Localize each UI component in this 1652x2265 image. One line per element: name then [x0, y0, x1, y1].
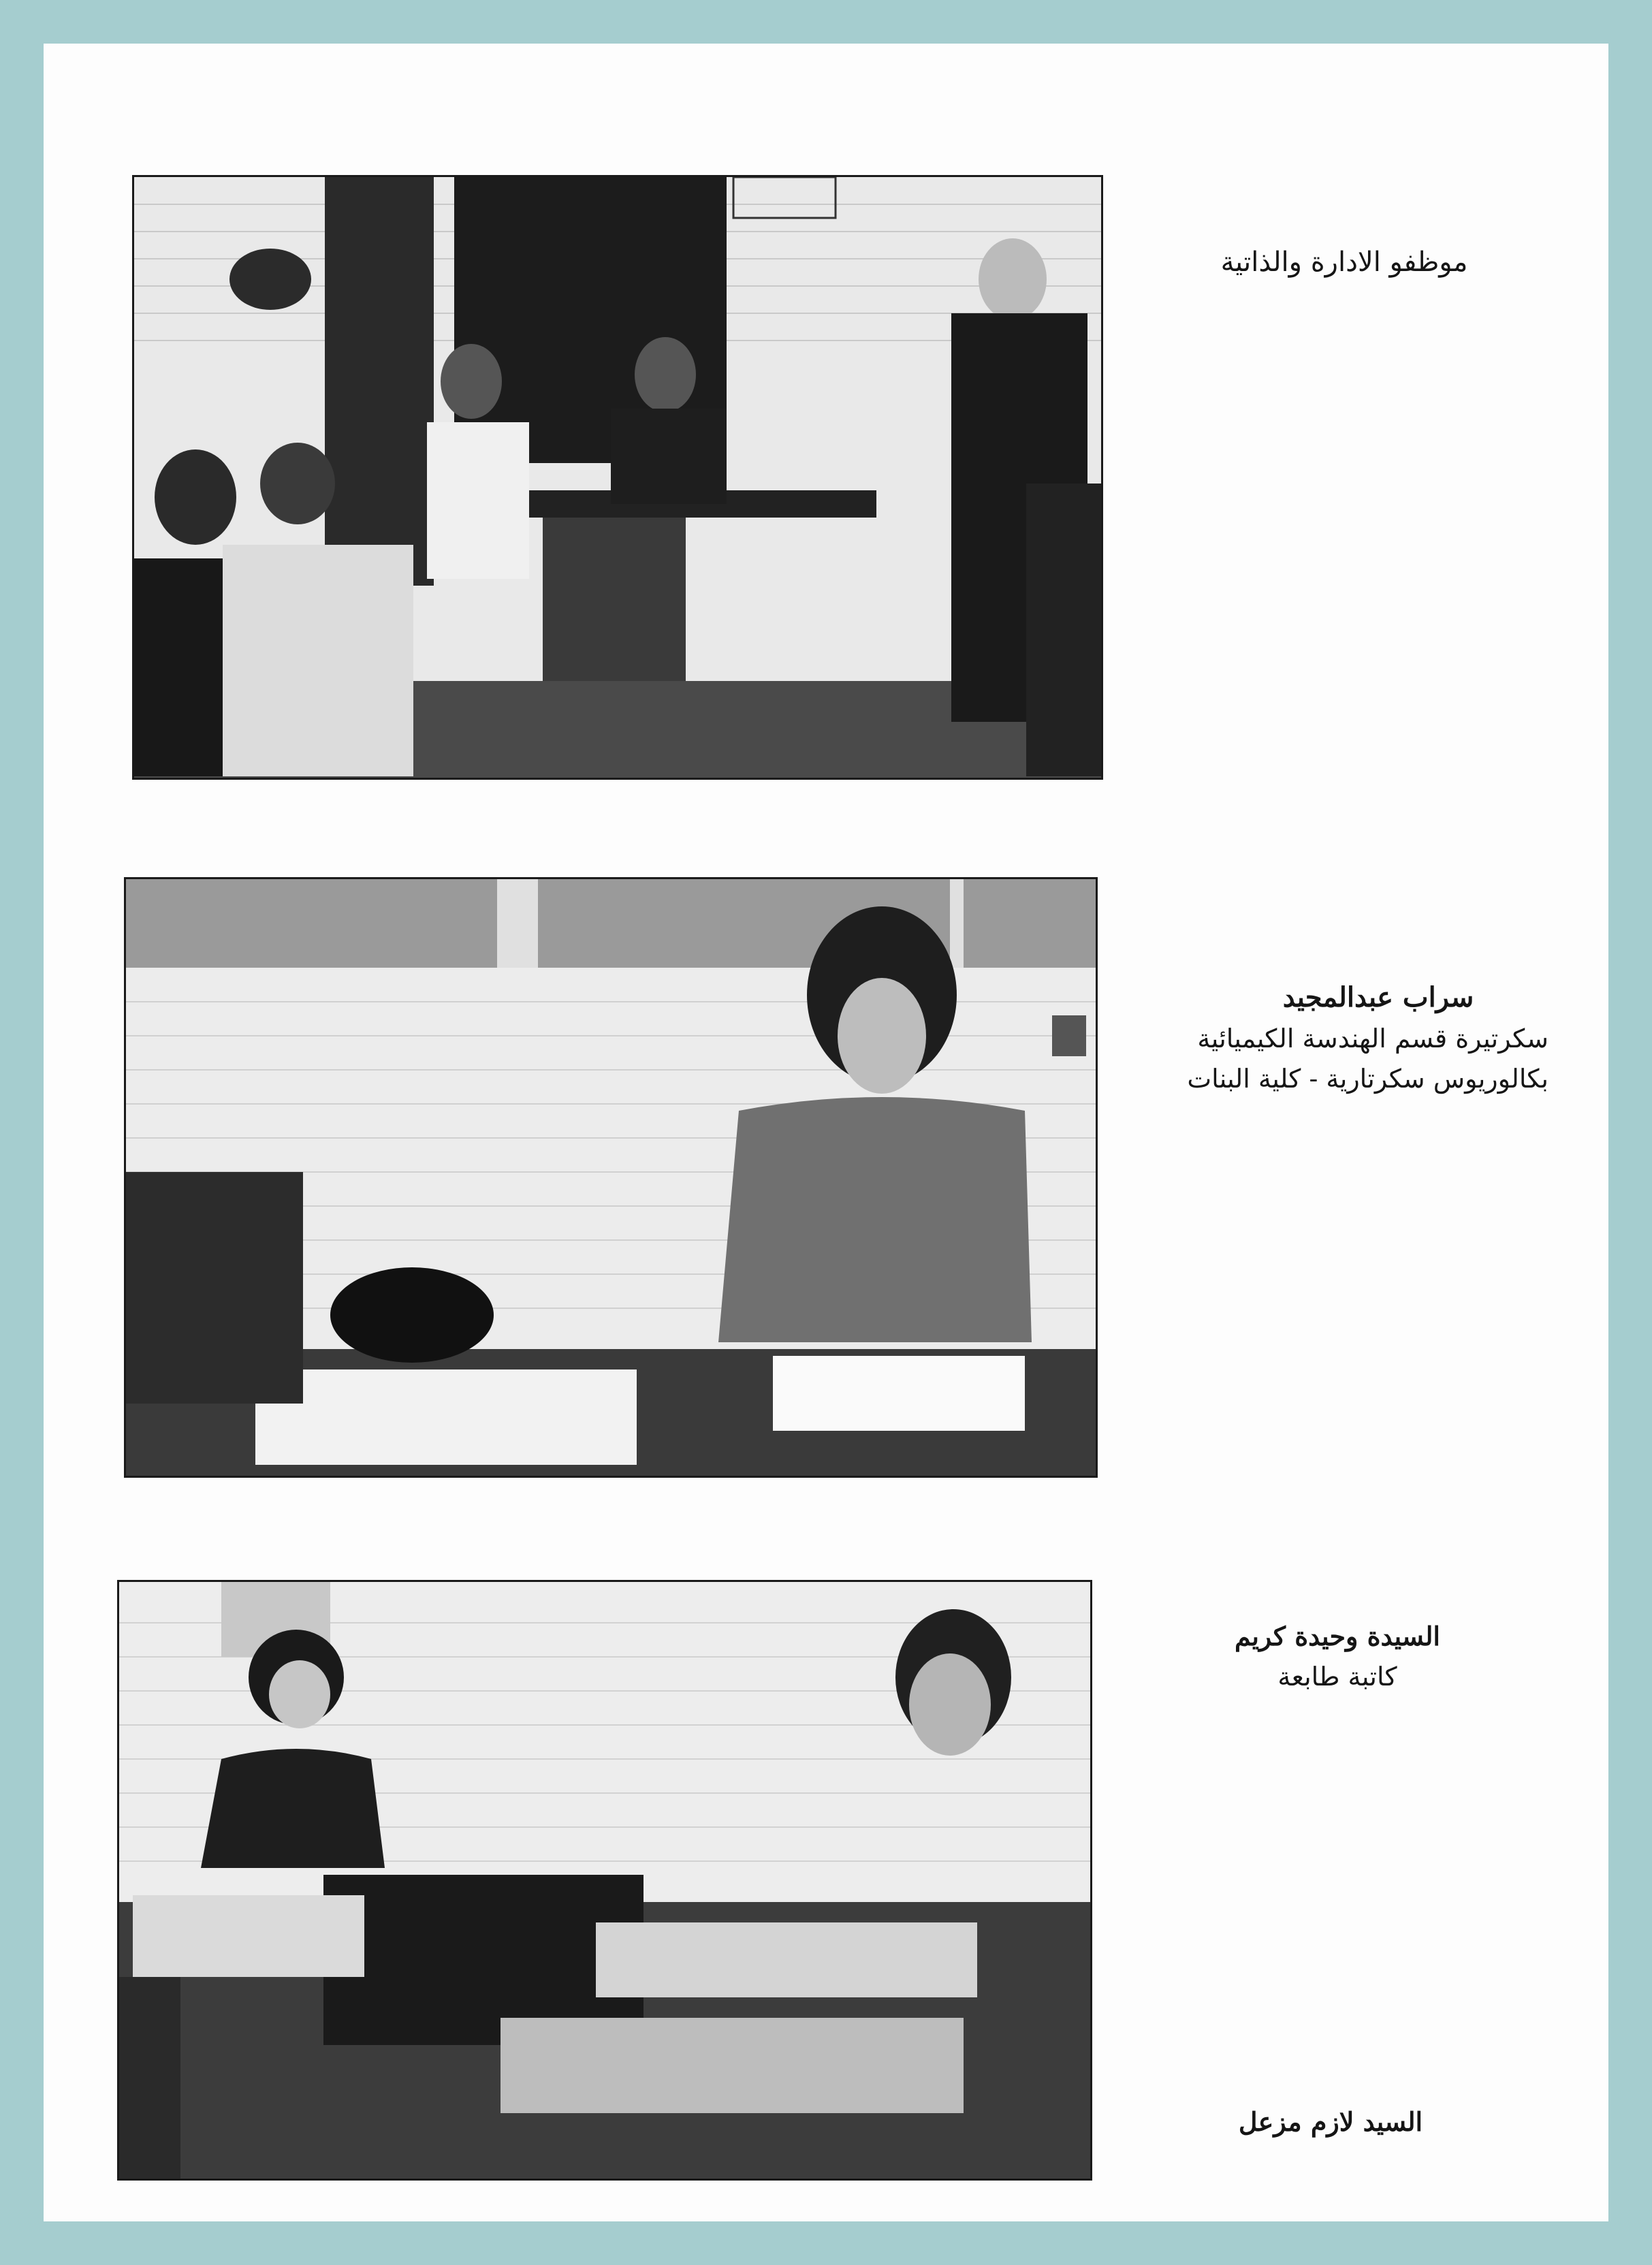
secretary-role: سكرتيرة قسم الهندسة الكيميائية: [1197, 1024, 1548, 1054]
secretary-caption: [1187, 977, 1548, 1099]
typist-role: كاتبة طابعة: [1277, 1661, 1397, 1692]
secretary-name: سراب عبدالمجيد: [1282, 981, 1474, 1013]
staff-photo-caption: [1208, 241, 1480, 283]
typist-photo: [117, 1580, 1092, 2181]
yearbook-page: [44, 44, 1608, 2221]
staff-group-photo: [132, 175, 1103, 780]
clerk-caption: [1201, 2102, 1460, 2142]
clerk-name: السيد لازم مزعل: [1238, 2106, 1423, 2137]
typist-name: السيدة وحيدة كريم: [1235, 1621, 1440, 1651]
secretary-degree: بكالوريوس سكرتارية - كلية البنات: [1187, 1063, 1548, 1094]
staff-caption-text: موظفو الادارة والذاتية: [1220, 247, 1468, 278]
typist-caption: [1194, 1617, 1480, 1697]
secretary-photo: [124, 877, 1098, 1478]
